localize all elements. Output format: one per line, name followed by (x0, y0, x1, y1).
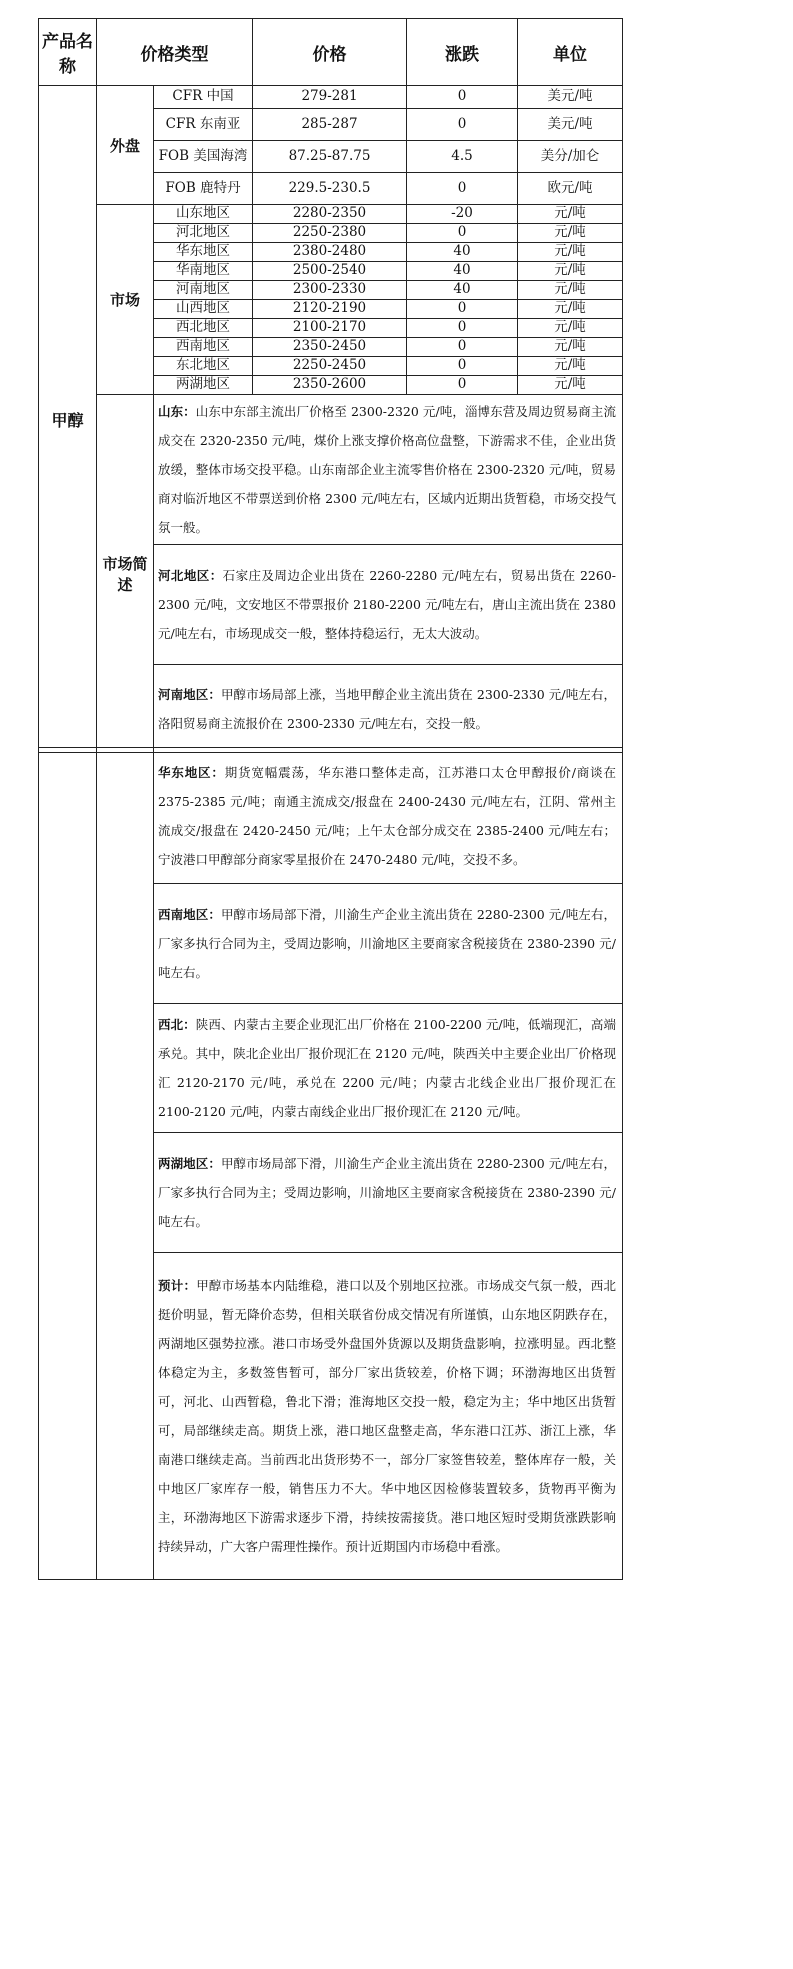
price-type-cell: 西北地区 (154, 319, 253, 338)
price-cell: 2350-2600 (253, 376, 407, 395)
price-cell: 2100-2170 (253, 319, 407, 338)
change-cell: 0 (407, 109, 518, 141)
price-cell: 2250-2380 (253, 224, 407, 243)
change-cell: 0 (407, 86, 518, 109)
summary-note (154, 395, 623, 545)
price-cell: 2120-2190 (253, 300, 407, 319)
price-type-cell: 华南地区 (154, 262, 253, 281)
note-region: 两湖地区： (158, 1156, 221, 1171)
price-type-cell: 山东地区 (154, 205, 253, 224)
unit-cell: 元/吨 (518, 338, 623, 357)
summary-row (39, 748, 623, 884)
change-cell: 0 (407, 319, 518, 338)
change-cell: -20 (407, 205, 518, 224)
header-change: 涨跌 (407, 19, 518, 86)
header-row (39, 19, 623, 86)
unit-cell: 元/吨 (518, 243, 623, 262)
table-row (39, 86, 623, 109)
unit-cell: 欧元/吨 (518, 173, 623, 205)
change-cell: 40 (407, 281, 518, 300)
change-cell: 0 (407, 173, 518, 205)
section-summary-cont (97, 748, 154, 1580)
price-cell: 2380-2480 (253, 243, 407, 262)
note-text: 甲醇市场基本内陆维稳，港口以及个别地区拉涨。市场成交气氛一般，西北挺价明显，暂无降价态势，但相关联省份成交情况有所谨慎，山东地区阴跌存在，两湖地区强势拉涨。港口市场受外盘国外货源以及期货盘影响，拉涨明显。西北整体稳定为主，多数签售暂可，部分厂家出货较差，价格下调；环渤海地区出货暂可，河北、山西暂稳，鲁北下滑；淮海地区交投一般，稳定为主；华中地区出货暂可，局部继续走高。期货上涨，港口地区盘整走高，华东港口江苏、浙江上涨，华南港口继续走高。当前西北出货形势不一，部分厂家签售较差，整体库存一般，关中地区厂家库存一般，销售压力不大。华中地区因检修装置较多，货物再平衡为主，环渤海地区下游需求逐步下滑，持续按需接货。港口地区短时受期货涨跌影响持续异动，广大客户需理性操作。预计近期国内市场稳中看涨。 (158, 1278, 616, 1554)
note-region: 山东： (158, 404, 196, 419)
unit-cell: 美分/加仑 (518, 141, 623, 173)
unit-cell: 美元/吨 (518, 86, 623, 109)
price-type-cell: 东北地区 (154, 357, 253, 376)
price-type-cell: 河北地区 (154, 224, 253, 243)
note-region: 河北地区： (158, 568, 223, 583)
note-text: 期货宽幅震荡，华东港口整体走高，江苏港口太仓甲醇报价/商谈在 2375-2385 元/吨；南通主流成交/报盘在 2400-2430 元/吨左右，江阴、常州主流成交/报盘在 2420-2450 元/吨；上午太仓部分成交在 2385-2400 元/吨左右；宁波港口甲醇部分商家零星报价在 2470-2480 元/吨，交投不多。 (158, 764, 616, 867)
product-name: 甲醇 (39, 86, 97, 753)
note-region: 华东地区： (158, 764, 225, 780)
summary-row (39, 395, 623, 545)
summary-note (154, 1253, 623, 1580)
change-cell: 0 (407, 376, 518, 395)
unit-cell: 美元/吨 (518, 109, 623, 141)
summary-note (154, 665, 623, 753)
section-market: 市场 (97, 205, 154, 395)
summary-note (154, 748, 623, 884)
price-type-cell: 西南地区 (154, 338, 253, 357)
price-cell: 2350-2450 (253, 338, 407, 357)
change-cell: 40 (407, 243, 518, 262)
price-type-cell: FOB 鹿特丹 (154, 173, 253, 205)
note-text: 甲醇市场局部上涨，当地甲醇企业主流出货在 2300-2330 元/吨左右，洛阳贸易商主流报价在 2300-2330 元/吨左右，交投一般。 (158, 686, 616, 731)
price-type-cell: 山西地区 (154, 300, 253, 319)
summary-continuation-table (38, 747, 623, 1580)
change-cell: 0 (407, 357, 518, 376)
unit-cell: 元/吨 (518, 319, 623, 338)
price-cell: 87.25-87.75 (253, 141, 407, 173)
product-name-cont (39, 748, 97, 1580)
summary-note (154, 884, 623, 1004)
change-cell: 0 (407, 224, 518, 243)
unit-cell: 元/吨 (518, 224, 623, 243)
change-cell: 0 (407, 338, 518, 357)
summary-note (154, 545, 623, 665)
unit-cell: 元/吨 (518, 262, 623, 281)
price-cell: 279-281 (253, 86, 407, 109)
price-cell: 2250-2450 (253, 357, 407, 376)
header-price: 价格 (253, 19, 407, 86)
price-type-cell: 华东地区 (154, 243, 253, 262)
note-text: 石家庄及周边企业出货在 2260-2280 元/吨左右，贸易出货在 2260-2300 元/吨，文安地区不带票报价 2180-2200 元/吨左右，唐山主流出货在 2380 元/吨左右，市场现成交一般，整体持稳运行，无太大波动。 (158, 568, 616, 641)
header-price-type: 价格类型 (97, 19, 253, 86)
price-cell: 229.5-230.5 (253, 173, 407, 205)
note-text: 陕西、内蒙古主要企业现汇出厂价格在 2100-2200 元/吨，低端现汇，高端承兑。其中，陕北企业出厂报价现汇在 2120 元/吨，陕西关中主要企业出厂价格现汇 2120-2170 元/吨，承兑在 2200 元/吨；内蒙古北线企业出厂报价现汇在 2100-2120 元/吨，内蒙古南线企业出厂报价现汇在 2120 元/吨。 (158, 1017, 616, 1119)
unit-cell: 元/吨 (518, 205, 623, 224)
price-cell: 2280-2350 (253, 205, 407, 224)
price-type-cell: FOB 美国海湾 (154, 141, 253, 173)
unit-cell: 元/吨 (518, 300, 623, 319)
unit-cell: 元/吨 (518, 357, 623, 376)
note-region: 预计： (158, 1278, 197, 1293)
summary-note (154, 1133, 623, 1253)
price-cell: 285-287 (253, 109, 407, 141)
price-type-cell: 两湖地区 (154, 376, 253, 395)
header-unit: 单位 (518, 19, 623, 86)
unit-cell: 元/吨 (518, 376, 623, 395)
price-table (38, 18, 623, 753)
price-cell: 2300-2330 (253, 281, 407, 300)
unit-cell: 元/吨 (518, 281, 623, 300)
table-row (39, 205, 623, 224)
price-type-cell: CFR 东南亚 (154, 109, 253, 141)
note-region: 河南地区： (158, 686, 221, 702)
price-type-cell: 河南地区 (154, 281, 253, 300)
summary-note (154, 1004, 623, 1133)
note-text: 甲醇市场局部下滑，川渝生产企业主流出货在 2280-2300 元/吨左右，厂家多执行合同为主；受周边影响，川渝地区主要商家含税接货在 2380-2390 元/吨左右。 (158, 1156, 616, 1229)
price-cell: 2500-2540 (253, 262, 407, 281)
section-summary: 市场简述 (97, 395, 154, 753)
change-cell: 4.5 (407, 141, 518, 173)
note-text: 山东中东部主流出厂价格至 2300-2320 元/吨，淄博东营及周边贸易商主流成交在 2320-2350 元/吨，煤价上涨支撑价格高位盘整，下游需求不佳，企业出货放缓，整体市场交投平稳。山东南部企业主流零售价格在 2300-2320 元/吨，贸易商对临沂地区不带票送到价格 2300 元/吨左右，区域内近期出货暂稳，市场交投气氛一般。 (158, 404, 616, 535)
note-text: 甲醇市场局部下滑，川渝生产企业主流出货在 2280-2300 元/吨左右，厂家多执行合同为主，受周边影响，川渝地区主要商家含税接货在 2380-2390 元/吨左右。 (158, 907, 616, 980)
note-region: 西南地区： (158, 907, 221, 922)
change-cell: 40 (407, 262, 518, 281)
price-type-cell: CFR 中国 (154, 86, 253, 109)
section-foreign: 外盘 (97, 86, 154, 205)
note-region: 西北： (158, 1017, 196, 1032)
header-product-name: 产品名称 (39, 19, 97, 86)
change-cell: 0 (407, 300, 518, 319)
